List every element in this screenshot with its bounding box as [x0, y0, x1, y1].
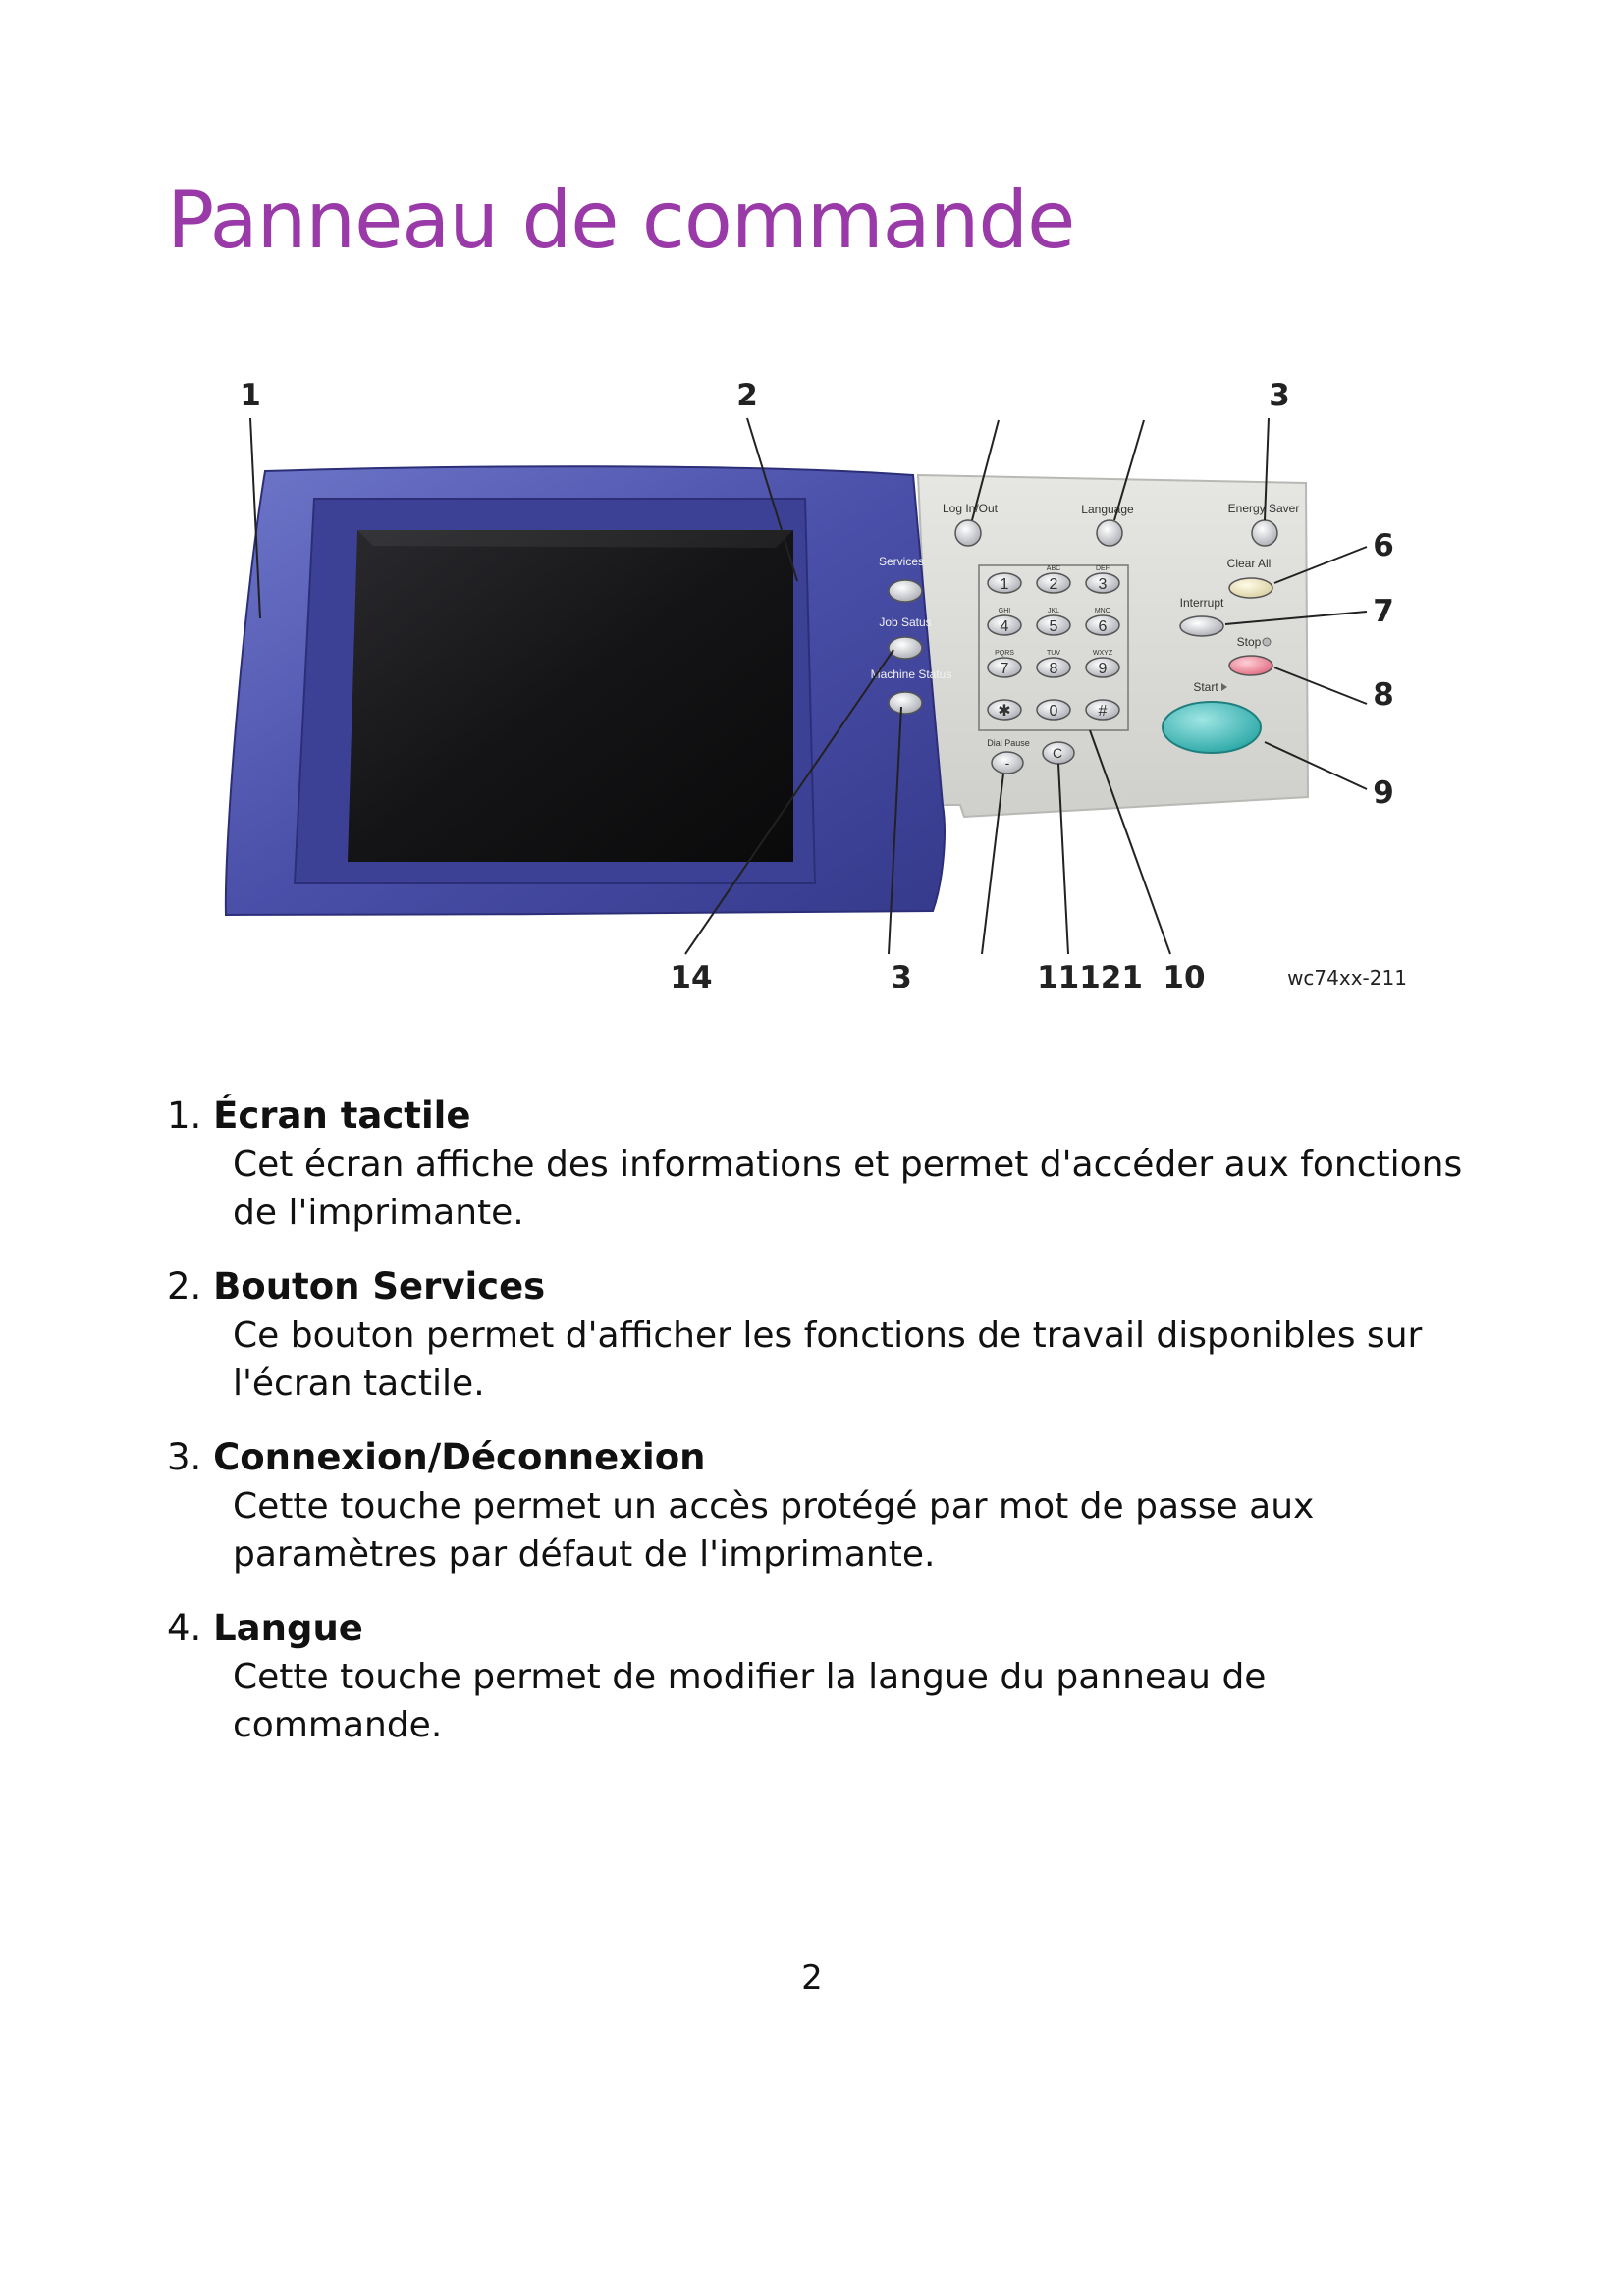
- keypad-key-label: 6: [1098, 618, 1108, 635]
- clear-all-button[interactable]: [1229, 578, 1272, 598]
- list-item: [167, 1433, 1473, 1578]
- item-description: Ce bouton permet d'afficher les fonctions de travail disponibles sur l'écran tactile.: [233, 1315, 1423, 1404]
- item-number: 1.: [167, 1095, 202, 1137]
- keypad-key-label: 1: [1000, 576, 1009, 593]
- touch-screen[interactable]: [348, 530, 793, 862]
- callout-7: 7: [1373, 594, 1394, 629]
- keypad-key-letters: MNO: [1094, 608, 1111, 614]
- callout-8: 8: [1373, 677, 1394, 713]
- item-title: Bouton Services: [213, 1265, 546, 1308]
- dial-pause-key: -: [1004, 755, 1010, 771]
- keypad-key-label: 2: [1049, 576, 1058, 593]
- language-label: Language: [1081, 503, 1134, 516]
- stop-button[interactable]: [1229, 656, 1272, 675]
- keypad-key-label: ✱: [998, 703, 1011, 720]
- keypad-key-label: 8: [1049, 661, 1058, 677]
- callout-9: 9: [1373, 775, 1394, 811]
- job-status-button[interactable]: [889, 637, 922, 659]
- language-button[interactable]: [1097, 520, 1122, 546]
- stop-label: Stop: [1236, 635, 1262, 649]
- keypad-key-label: 3: [1098, 576, 1108, 593]
- callout-3-bottom: 3: [891, 960, 912, 995]
- list-item: [167, 1604, 1473, 1749]
- list-item: [167, 1262, 1473, 1408]
- c-key: C: [1052, 745, 1063, 761]
- item-number: 4.: [167, 1607, 202, 1649]
- keypad-key-letters: JKL: [1047, 608, 1060, 614]
- control-panel-illustration: [196, 373, 1434, 1001]
- interrupt-button[interactable]: [1180, 616, 1223, 636]
- energy-saver-label: Energy Saver: [1227, 502, 1300, 515]
- interrupt-label: Interrupt: [1179, 596, 1224, 610]
- callout-2: 2: [736, 378, 758, 413]
- control-panel-figure: [196, 373, 1434, 1001]
- stop-icon: [1263, 638, 1271, 646]
- callout-3-top: 3: [1269, 378, 1290, 413]
- keypad-key-letters: GHI: [998, 608, 1011, 614]
- start-button[interactable]: [1163, 702, 1261, 753]
- keypad-key-letters: TUV: [1047, 650, 1060, 657]
- item-title: Langue: [213, 1607, 363, 1649]
- keypad-key-label: 7: [1000, 661, 1009, 677]
- page-title: Panneau de commande: [167, 175, 1075, 266]
- log-in-out-label: Log In/Out: [942, 502, 999, 515]
- services-button[interactable]: [889, 580, 922, 602]
- callout-1: 1: [240, 378, 261, 413]
- dial-pause-label: Dial Pause: [987, 738, 1030, 748]
- item-number: 2.: [167, 1265, 202, 1308]
- machine-status-label: Machine Status: [870, 667, 952, 681]
- keypad-key-letters: WXYZ: [1092, 650, 1113, 657]
- item-title: Écran tactile: [213, 1095, 471, 1137]
- figure-code: wc74xx-211: [1287, 966, 1407, 989]
- callout-6: 6: [1373, 528, 1394, 563]
- item-description: Cette touche permet de modifier la langue du panneau de commande.: [233, 1657, 1267, 1745]
- keypad-key-label: #: [1098, 703, 1108, 720]
- keypad-key-letters: DEF: [1096, 565, 1110, 572]
- item-list: [167, 1092, 1473, 1775]
- energy-saver-button[interactable]: [1252, 520, 1277, 546]
- log-in-out-button[interactable]: [955, 520, 981, 546]
- clear-all-label: Clear All: [1226, 557, 1272, 570]
- callout-10: 10: [1163, 960, 1206, 995]
- item-description: Cet écran affiche des informations et permet d'accéder aux fonctions de l'imprimante.: [233, 1145, 1463, 1233]
- item-number: 3.: [167, 1436, 202, 1478]
- page-number: 2: [801, 1958, 823, 1998]
- callout-11121: 11121: [1037, 960, 1143, 995]
- keypad-key-label: 0: [1049, 703, 1058, 720]
- keypad-key-label: 5: [1049, 618, 1058, 635]
- start-label: Start: [1193, 680, 1218, 694]
- item-description: Cette touche permet un accès protégé par mot de passe aux paramètres par défaut de l'imprimante.: [233, 1486, 1315, 1575]
- job-status-label: Job Satus: [879, 615, 932, 629]
- machine-status-button[interactable]: [889, 692, 922, 714]
- item-title: Connexion/Déconnexion: [213, 1436, 706, 1478]
- keypad-key-label: 4: [1000, 618, 1009, 635]
- list-item: [167, 1092, 1473, 1237]
- callout-14: 14: [670, 960, 713, 995]
- keypad-key-label: 9: [1098, 661, 1108, 677]
- keypad-key-letters: PQRS: [995, 650, 1014, 657]
- services-label: Services: [878, 555, 925, 568]
- keypad-key-letters: ABC: [1046, 565, 1061, 572]
